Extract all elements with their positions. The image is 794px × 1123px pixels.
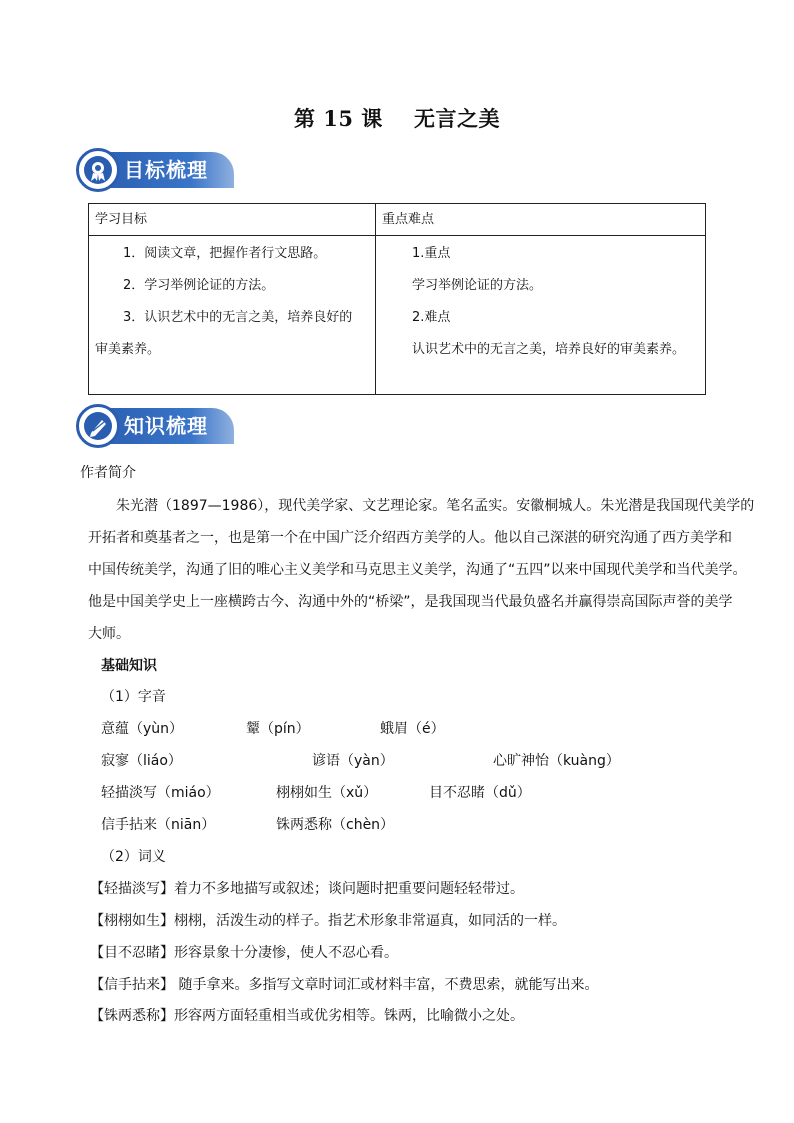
goals-header-keypoints: 重点难点 <box>376 204 706 236</box>
author-line-4: 他是中国美学史上一座横跨古今、沟通中外的“桥梁”，是我国现当代最负盛名并赢得崇高国际声誉的美学 <box>88 594 733 610</box>
pron-item: 信手拈来（niān） <box>101 817 216 833</box>
pron-item: 轻描淡写（miáo） <box>101 785 220 801</box>
pron-item: 目不忍睹（dǔ） <box>429 785 531 801</box>
goals-section-banner <box>76 148 236 192</box>
author-line-3: 中国传统美学，沟通了旧的唯心主义美学和马克思主义美学，沟通了“五四”以来中国现代美学和当代美学。 <box>88 562 747 578</box>
learning-goal-2: 2．学习举例论证的方法。 <box>123 278 275 293</box>
pron-item: 铢两悉称（chèn） <box>276 817 395 833</box>
pron-item: 意蕴（yùn） <box>101 721 184 737</box>
pron-item: 颦（pín） <box>246 721 310 737</box>
award-icon <box>76 148 120 192</box>
pencil-icon <box>76 404 120 448</box>
goals-table <box>88 203 706 395</box>
pron-item: 蛾眉（é） <box>380 721 445 737</box>
pron-item: 心旷神怡（kuàng） <box>493 753 620 769</box>
vocab-item: 【铢两悉称】形容两方面轻重相当或优劣相等。铢两，比喻微小之处。 <box>90 1008 524 1024</box>
goals-banner-label: 目标梳理 <box>124 158 208 182</box>
keypoint-heading-2: 2.难点 <box>412 310 451 325</box>
learning-goal-3-cont: 审美素养。 <box>95 342 161 357</box>
vocab-item: 【目不忍睹】形容景象十分凄惨，使人不忍心看。 <box>90 945 398 961</box>
keypoints-cell <box>376 236 706 395</box>
vocab-item: 【轻描淡写】着力不多地描写或叙述；谈问题时把重要问题轻轻带过。 <box>90 881 524 897</box>
pron-item: 栩栩如生（xǔ） <box>276 785 378 801</box>
keypoint-text-1: 学习举例论证的方法。 <box>412 278 543 293</box>
author-line-1: 朱光潜（1897—1986），现代美学家、文艺理论家。笔名孟实。安徽桐城人。朱光潜是我国现代美学的 <box>116 498 755 514</box>
vocab-item: 【信手拈来】 随手拿来。多指写文章时词汇或材料丰富，不费思索，就能写出来。 <box>90 977 599 993</box>
learning-goals-cell <box>89 236 376 395</box>
basics-heading: 基础知识 <box>101 658 157 674</box>
learning-goal-1: 1．阅读文章，把握作者行文思路。 <box>123 246 327 261</box>
author-line-5: 大师。 <box>88 626 130 642</box>
knowledge-banner-label: 知识梳理 <box>124 414 208 438</box>
pronunciation-heading: （1）字音 <box>101 689 166 705</box>
vocabulary-heading: （2）词义 <box>101 849 166 865</box>
learning-goal-3: 3．认识艺术中的无言之美，培养良好的 <box>123 310 353 325</box>
keypoint-text-2: 认识艺术中的无言之美，培养良好的审美素养。 <box>412 342 686 357</box>
keypoint-heading-1: 1.重点 <box>412 246 451 261</box>
vocab-item: 【栩栩如生】栩栩，活泼生动的样子。指艺术形象非常逼真，如同活的一样。 <box>90 913 566 929</box>
page-title: 第 15 课 无言之美 <box>293 106 501 131</box>
author-heading: 作者简介 <box>80 465 136 481</box>
pron-item: 寂寥（liáo） <box>101 753 182 769</box>
author-line-2: 开拓者和奠基者之一，也是第一个在中国广泛介绍西方美学的人。他以自己深湛的研究沟通了西方美学和 <box>88 530 732 546</box>
pron-item: 谚语（yàn） <box>312 753 394 769</box>
knowledge-section-banner <box>76 404 236 448</box>
goals-header-learning: 学习目标 <box>89 204 376 236</box>
